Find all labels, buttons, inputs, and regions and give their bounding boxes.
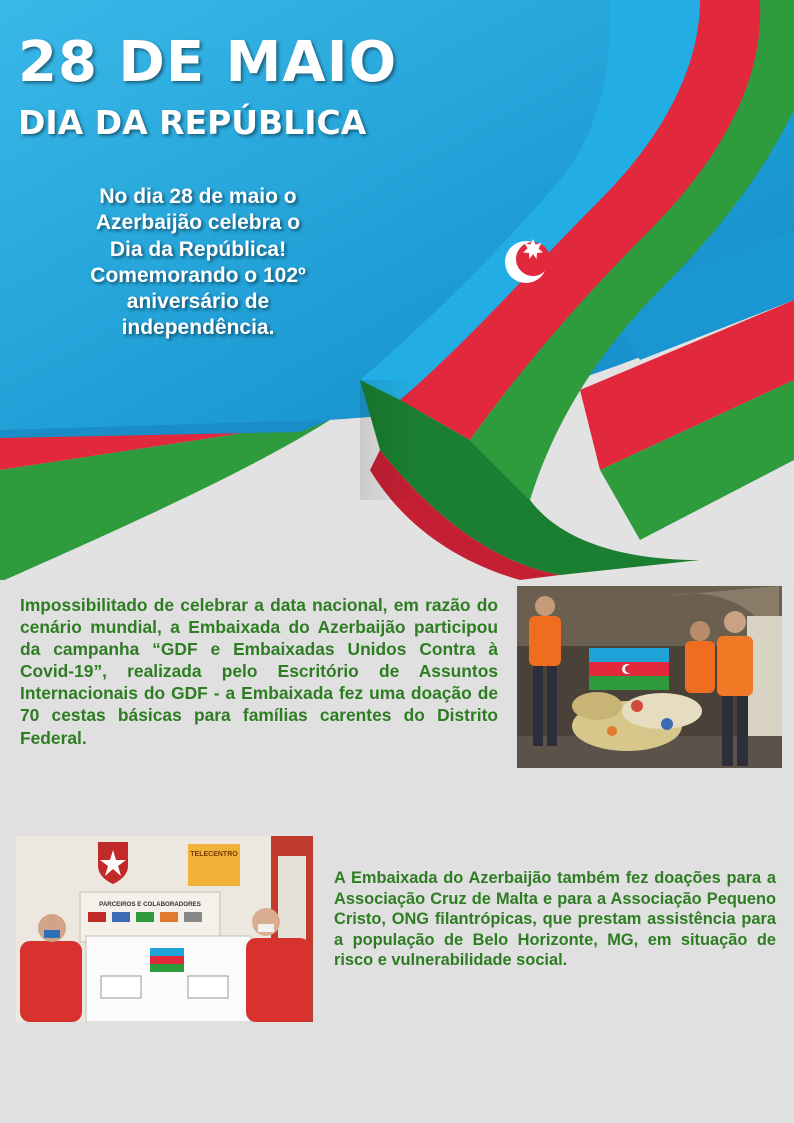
photo-volunteers-with-flag [517, 586, 782, 768]
intro-line: independência. [121, 316, 275, 340]
page-subtitle: DIA DA REPÚBLICA [18, 103, 367, 142]
intro-line: Azerbaijão celebra o [95, 211, 301, 235]
intro-line: Comemorando o 102º [90, 263, 306, 287]
intro-text [30, 184, 366, 342]
photo-association-icon [16, 836, 313, 1022]
photo-association-donation [16, 836, 313, 1022]
page-title: 28 DE MAIO [18, 30, 398, 95]
donation-paragraph-brasilia: Impossibilitado de celebrar a data nacional, em razão do cenário mundial, a Embaixada do Azerbaijão participou da campanha “GDF e Embaixadas Unidos Contra à Covid-19”, realizada pelo Escritório de Assuntos Internacionais do GDF - a Embaixada fez uma doação de 70 cestas básicas para famílias carentes do Distrito Federal. [20, 595, 498, 748]
sign-text: TELECENTRO [190, 851, 238, 858]
board-title: PARCEIROS E COLABORADORES [99, 901, 201, 908]
photo-volunteers-icon [517, 586, 782, 768]
intro-line: aniversário de [126, 290, 270, 313]
donation-paragraph-belo-horizonte: A Embaixada do Azerbaijão também fez doações para a Associação Cruz de Malta e para a Associação Pequeno Cristo, ONG filantrópicas, que prestam assistência para a população de Belo Horizonte, MG, em situação de risco e vulnerabilidade social. [334, 869, 776, 969]
intro-line: No dia 28 de maio o [99, 185, 297, 208]
intro-line: Dia da República! [109, 237, 287, 261]
